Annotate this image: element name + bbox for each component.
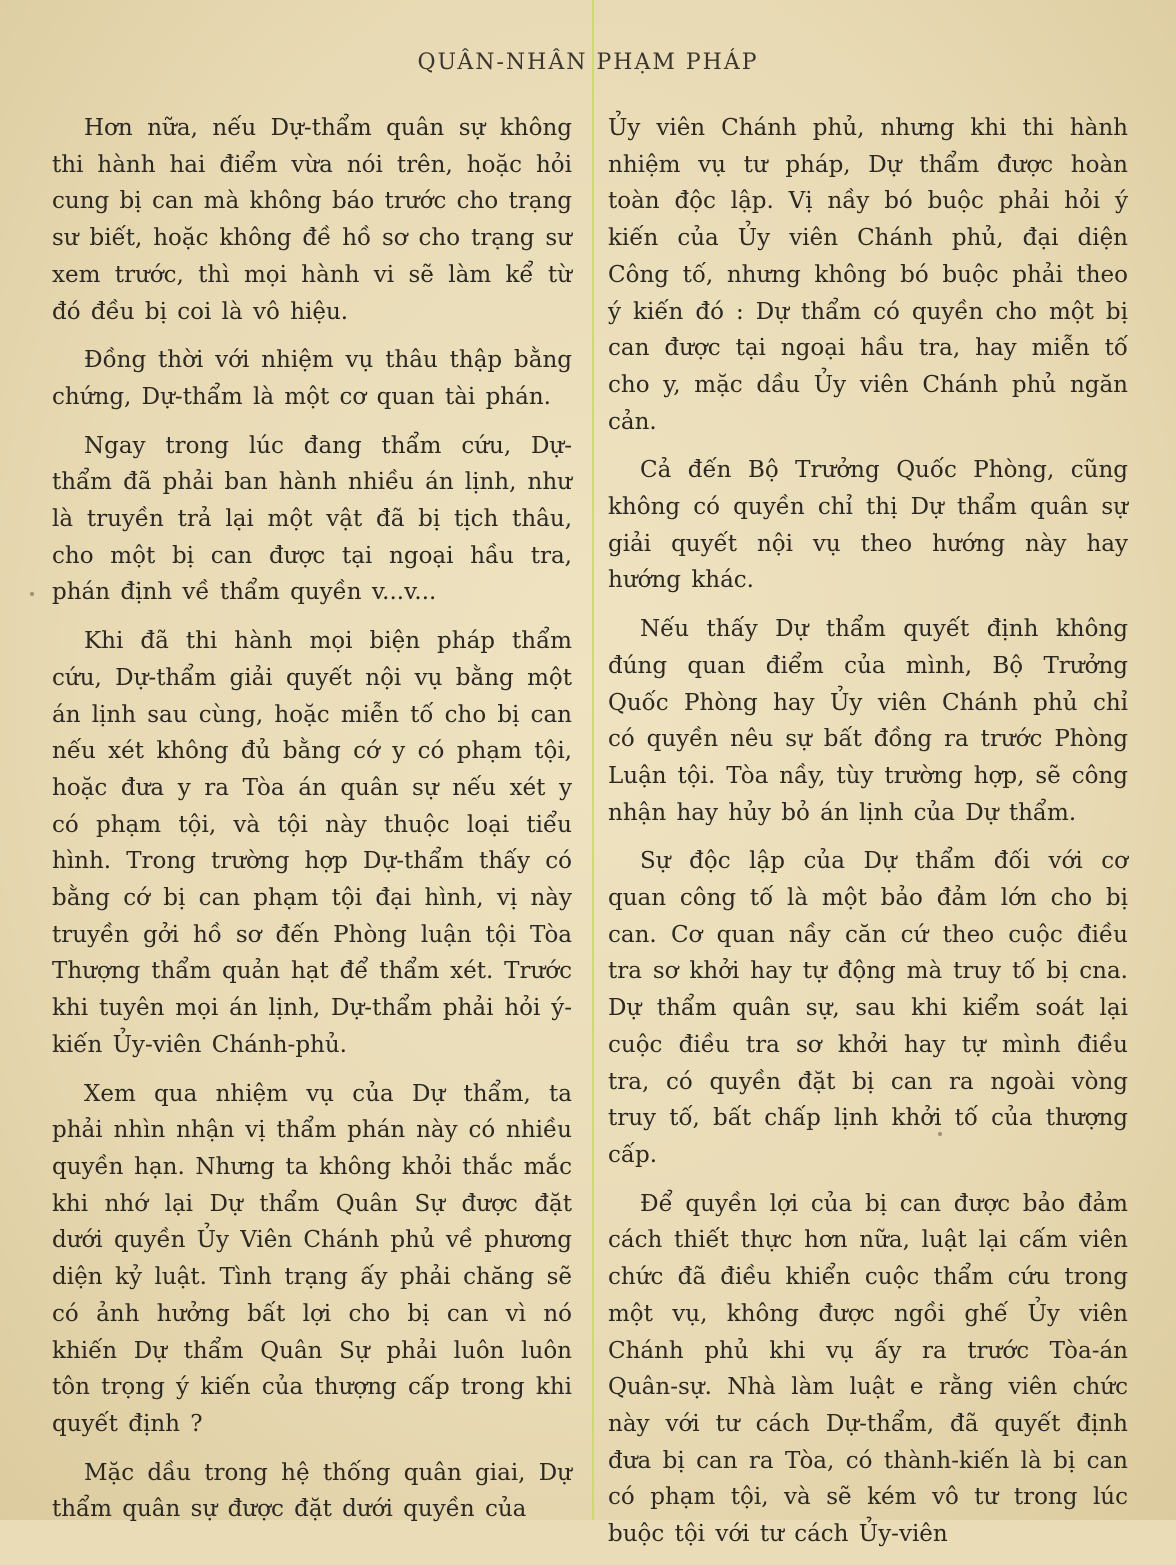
paragraph: Ngay trong lúc đang thẩm cứu, Dự-thẩm đã phải ban hành nhiều án lịnh, như là truyền trả lại một vật đã bị tịch thâu, cho một bị can được tại ngoại hầu tra, phán định về thẩm quyền v...v...	[52, 432, 572, 606]
paragraph-continued: Ủy viên Chánh phủ, nhưng khi thi hành nhiệm vụ tư pháp, Dự thẩm được hoàn toàn độc lập. Vị nầy bó buộc phải hỏi ý kiến của Ủy viên Chánh phủ, đại diện Công tố, nhưng không bó buộc phải theo ý kiến đó : Dự thẩm có quyền cho một bị can được tại ngoại hầu tra, hay miễn tố cho y, mặc dầu Ủy viên Chánh phủ ngăn cản.	[608, 115, 1128, 435]
paragraph: Sự độc lập của Dự thẩm đối với cơ quan công tố là một bảo đảm lớn cho bị can. Cơ quan nầy căn cứ theo cuộc điều tra sơ khởi hay tự động mà truy tố bị cna. Dự thẩm quân sự, sau khi kiểm soát lại cuộc điều tra sơ khởi hay tự mình điều tra, có quyền đặt bị can ra ngoài vòng truy tố, bất chấp lịnh khởi tố của thượng cấp.	[608, 848, 1128, 1168]
paragraph: Để quyền lợi của bị can được bảo đảm cách thiết thực hơn nữa, luật lại cấm viên chức đã điều khiển cuộc thẩm cứu trong một vụ, không được ngồi ghế Ủy viên Chánh phủ khi vụ ấy ra trước Tòa-án Quân-sự. Nhà làm luật e rằng viên chức này với tư cách Dự-thẩm, đã quyết định đưa bị can ra Tòa, có thành-kiến là bị can có phạm tội, và sẽ kém vô tư trong lúc buộc tội với tư cách Ủy-viên	[608, 1190, 1128, 1548]
paragraph: Đồng thời với nhiệm vụ thâu thập bằng chứng, Dự-thẩm là một cơ quan tài phán.	[52, 347, 572, 410]
right-column	[608, 110, 1128, 1565]
paragraph: Xem qua nhiệm vụ của Dự thẩm, ta phải nhìn nhận vị thẩm phán này có nhiều quyền hạn. Nhưng ta không khỏi thắc mắc khi nhớ lại Dự thẩm Quân Sự được đặt dưới quyền Ủy Viên Chánh phủ về phương diện kỷ luật. Tình trạng ấy phải chăng sẽ có ảnh hưởng bất lợi cho bị can vì nó khiến Dự thẩm Quân Sự phải luôn luôn tôn trọng ý kiến của thượng cấp trong khi quyết định ?	[52, 1080, 572, 1437]
paragraph: Hơn nữa, nếu Dự-thẩm quân sự không thi hành hai điểm vừa nói trên, hoặc hỏi cung bị can mà không báo trước cho trạng sư biết, hoặc không đề hồ sơ cho trạng sư xem trước, thì mọi hành vi sẽ làm kể từ đó đều bị coi là vô hiệu.	[52, 115, 572, 325]
running-head: QUÂN-NHÂN PHẠM PHÁP	[417, 50, 759, 75]
page-fold-line	[592, 0, 594, 1520]
left-column	[52, 110, 572, 1540]
paragraph: Khi đã thi hành mọi biện pháp thẩm cứu, Dự-thẩm giải quyết nội vụ bằng một án lịnh sau cùng, hoặc miễn tố cho bị can nếu xét không đủ bằng cớ y có phạm tội, hoặc đưa y ra Tòa án quân sự nếu xét y có phạm tội, và tội này thuộc loại tiểu hình. Trong trường hợp Dự-thẩm thấy có bằng cớ bị can phạm tội đại hình, vị này truyền gởi hồ sơ đến Phòng luận tội Tòa Thượng thẩm quản hạt để thẩm xét. Trước khi tuyên mọi án lịnh, Dự-thẩm phải hỏi ý-kiến Ủy-viên Chánh-phủ.	[52, 628, 572, 1058]
paragraph: Cả đến Bộ Trưởng Quốc Phòng, cũng không có quyền chỉ thị Dự thẩm quân sự giải quyết nội vụ theo hướng này hay hướng khác.	[608, 457, 1128, 594]
paragraph: Mặc dầu trong hệ thống quân giai, Dự thẩm quân sự được đặt dưới quyền của	[52, 1459, 572, 1523]
paragraph: Nếu thấy Dự thẩm quyết định không đúng quan điểm của mình, Bộ Trưởng Quốc Phòng hay Ủy viên Chánh phủ chỉ có quyền nêu sự bất đồng ra trước Phòng Luận tội. Tòa nầy, tùy trường hợp, sẽ công nhận hay hủy bỏ án lịnh của Dự thẩm.	[608, 616, 1128, 826]
print-speck	[938, 1132, 942, 1136]
print-speck	[30, 592, 34, 596]
